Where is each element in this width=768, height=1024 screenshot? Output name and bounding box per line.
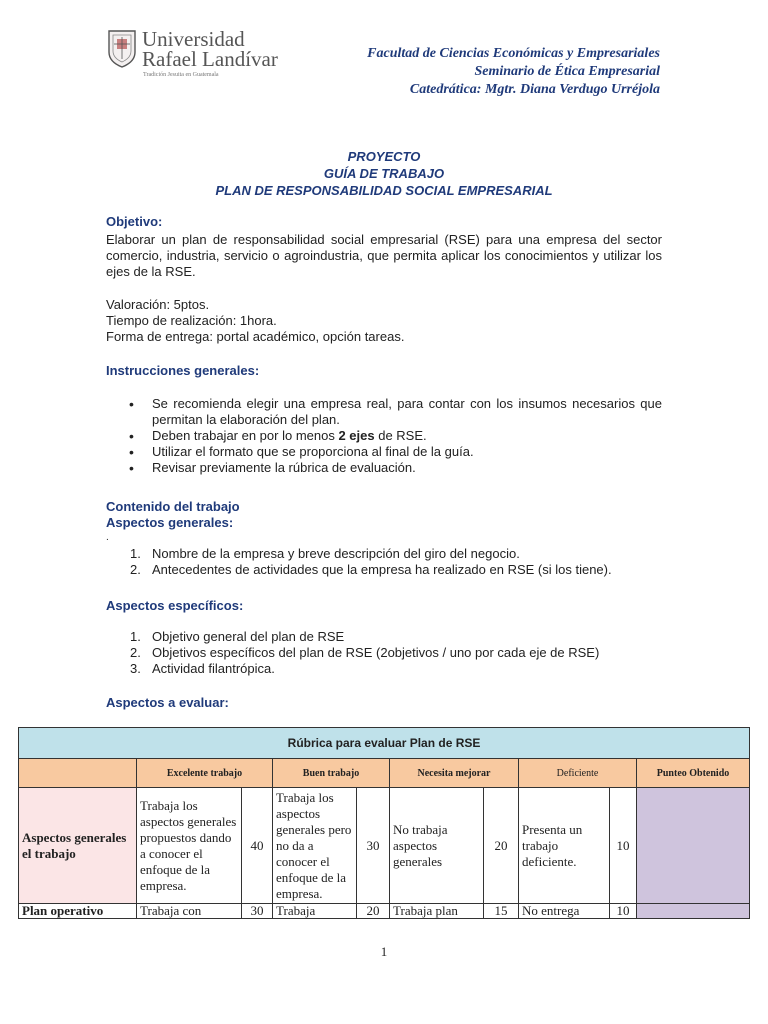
list-item-text: Objetivos específicos del plan de RSE (2objetivos / uno por cada eje de RSE) — [152, 645, 600, 660]
instruction-text: • Utilizar el formato que se proporciona al final de la guía. — [152, 444, 474, 459]
valoracion-text: Valoración: 5ptos. — [106, 297, 210, 312]
cell-excelente-points: 30 — [242, 904, 273, 919]
faculty-name: Facultad de Ciencias Económicas y Empresariales — [367, 46, 660, 61]
cell-bueno: Trabaja los aspectos generales pero no da a conocer el enfoque de la empresa. — [273, 788, 357, 904]
evaluate-heading: Aspectos a evaluar: — [106, 695, 229, 710]
title-plan: PLAN DE RESPONSABILIDAD SOCIAL EMPRESARIAL — [215, 183, 553, 198]
list-item: 2. Objetivos específicos del plan de RSE (2objetivos / uno por cada eje de RSE) — [130, 645, 600, 660]
cell-punteo[interactable] — [637, 904, 750, 919]
instruction-text: • Revisar previamente la rúbrica de evaluación. — [152, 460, 416, 475]
page-number: 1 — [380, 944, 388, 959]
table-row — [19, 904, 750, 919]
header-empty-cell — [19, 759, 137, 788]
table-header-row — [19, 759, 750, 788]
stray-dot: . — [106, 532, 109, 543]
list-item-text: Actividad filantrópica. — [152, 661, 275, 676]
row-aspect: Plan operativo — [19, 904, 137, 919]
cell-deficiente-points: 10 — [610, 788, 637, 904]
cell-deficiente-points: 10 — [610, 904, 637, 919]
instruction-text: • Se recomienda elegir una empresa real, para contar con los insumos necesarios que permitan la elaboración del plan. — [152, 396, 662, 427]
instruction-text-post: de RSE. — [374, 428, 427, 443]
list-item-text: Objetivo general del plan de RSE — [152, 629, 345, 644]
cell-deficiente: Presenta un trabajo deficiente. — [519, 788, 610, 904]
university-seal-icon — [106, 28, 138, 68]
cell-mejorar: No trabaja aspectos generales — [390, 788, 484, 904]
cell-bueno-points: 20 — [357, 904, 390, 919]
objective-heading: Objetivo: — [106, 214, 163, 229]
header-mejorar: Necesita mejorar — [390, 759, 519, 788]
cell-excelente: Trabaja los aspectos generales propuestos dando a conocer el enfoque de la empresa. — [137, 788, 242, 904]
professor-name: Catedrática: Mgtr. Diana Verdugo Urréjola — [409, 82, 660, 97]
instruction-text-bold: 2 ejes — [338, 428, 375, 443]
tiempo-text: Tiempo de realización: 1hora. — [106, 313, 277, 328]
instruction-item — [106, 444, 662, 460]
cell-bueno: Trabaja — [273, 904, 357, 919]
cell-mejorar-points: 20 — [484, 788, 519, 904]
content-heading: Contenido del trabajo — [106, 499, 240, 514]
list-item: 1. Objetivo general del plan de RSE — [130, 629, 345, 644]
list-item: 3. Actividad filantrópica. — [130, 661, 275, 676]
header-deficiente: Deficiente — [519, 759, 637, 788]
specific-aspects-heading: Aspectos específicos: — [106, 598, 244, 613]
list-item-text: Antecedentes de actividades que la empresa ha realizado en RSE (si los tiene). — [152, 562, 612, 577]
list-item: 1. Nombre de la empresa y breve descripción del giro del negocio. — [130, 546, 520, 561]
title-guia: GUÍA DE TRABAJO — [323, 166, 445, 181]
seminar-name: Seminario de Ética Empresarial — [474, 64, 660, 79]
cell-punteo[interactable] — [637, 788, 750, 904]
cell-deficiente: No entrega — [519, 904, 610, 919]
cell-bueno-points: 30 — [357, 788, 390, 904]
instruction-text-pre: Deben trabajar en por lo menos — [152, 428, 339, 443]
title-proyecto: PROYECTO — [347, 149, 421, 164]
cell-mejorar-points: 15 — [484, 904, 519, 919]
rubric-table — [18, 727, 750, 919]
instructions-list — [106, 396, 662, 476]
row-aspect: Aspectos generales el trabajo — [19, 788, 137, 904]
general-aspects-heading: Aspectos generales: — [106, 515, 234, 530]
university-name-line2: Rafael Landívar — [142, 47, 278, 71]
list-item: 2. Antecedentes de actividades que la empresa ha realizado en RSE (si los tiene). — [130, 562, 612, 577]
instruction-item — [106, 396, 662, 428]
forma-entrega-text: Forma de entrega: portal académico, opción tareas. — [106, 329, 405, 344]
document-title-block — [106, 148, 662, 199]
rubric-caption: Rúbrica para evaluar Plan de RSE — [19, 728, 750, 759]
list-item-text: Nombre de la empresa y breve descripción del giro del negocio. — [152, 546, 520, 561]
cell-excelente: Trabaja con — [137, 904, 242, 919]
specific-aspects-list — [106, 629, 599, 677]
objective-text: Elaborar un plan de responsabilidad social empresarial (RSE) para una empresa del sector comercio, industria, servicio o agroindustria, que permita aplicar los conocimientos y utilizar los ejes de la RSE. — [106, 232, 662, 279]
header-bueno: Buen trabajo — [273, 759, 390, 788]
instruction-item — [106, 428, 662, 444]
cell-mejorar: Trabaja plan — [390, 904, 484, 919]
instruction-item — [106, 460, 662, 476]
table-row — [19, 788, 750, 904]
cell-excelente-points: 40 — [242, 788, 273, 904]
instructions-heading: Instrucciones generales: — [106, 363, 260, 378]
university-name-line1: Universidad — [142, 27, 245, 51]
header-punteo: Punteo Obtenido — [637, 759, 750, 788]
header-excelente: Excelente trabajo — [137, 759, 273, 788]
general-aspects-list — [106, 546, 612, 578]
university-tagline: Tradición Jesuita en Guatemala — [143, 72, 219, 78]
university-logo — [106, 28, 306, 80]
